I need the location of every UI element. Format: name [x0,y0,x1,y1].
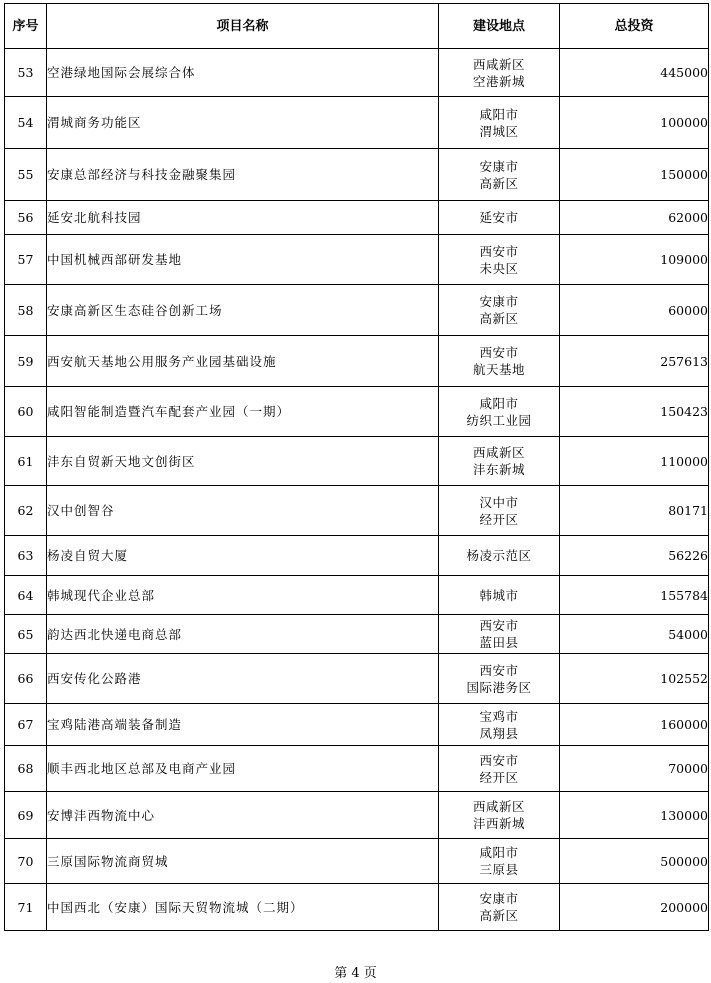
row-seq: 55 [5,149,47,201]
location-line: 沣西新城 [472,816,525,831]
row-project-name: 三原国际物流商贸城 [47,839,439,884]
location-line: 蓝田县 [479,635,519,650]
row-seq: 58 [5,285,47,336]
page-footer: 第 4 页 [334,966,377,981]
location-line: 延安市 [479,210,519,225]
table-body [5,49,709,931]
header-investment: 总投资 [560,4,709,49]
row-project-name: 安康总部经济与科技金融聚集园 [47,149,439,201]
location-line: 宝鸡市 [479,708,519,724]
table-row [5,576,709,615]
row-investment: 62000 [560,201,709,235]
table-row [5,615,709,654]
row-investment: 54000 [560,615,709,654]
location-line: 咸阳市 [479,395,519,411]
row-project-name: 安康高新区生态硅谷创新工场 [47,285,439,336]
table-row [5,884,709,931]
row-investment: 100000 [560,97,709,149]
location-line: 纺织工业园 [466,412,532,428]
row-location [439,285,560,336]
row-location [439,387,560,437]
row-location [439,576,560,615]
row-location [439,201,560,235]
row-investment: 60000 [560,285,709,336]
header-location: 建设地点 [439,4,560,49]
row-seq: 69 [5,792,47,839]
row-location [439,235,560,285]
location-line: 咸阳市 [479,106,519,122]
row-location [439,615,560,654]
table-row [5,97,709,149]
row-location [439,336,560,387]
row-investment: 80171 [560,486,709,536]
row-seq: 71 [5,884,47,931]
location-line: 西咸新区 [472,799,525,814]
row-project-name: 咸阳智能制造暨汽车配套产业园（一期） [47,387,439,437]
location-line: 西安市 [479,618,519,633]
row-project-name: 汉中创智谷 [47,486,439,536]
table-row [5,387,709,437]
row-location [439,437,560,486]
location-line: 高新区 [479,175,519,191]
row-project-name: 西安传化公路港 [47,654,439,704]
table-row [5,201,709,235]
location-line: 安康市 [479,158,519,174]
header-name: 项目名称 [47,4,439,49]
location-line: 经开区 [479,769,519,785]
row-location [439,884,560,931]
row-project-name: 西安航天基地公用服务产业园基础设施 [47,336,439,387]
location-line: 渭城区 [479,123,519,139]
location-line: 未央区 [479,260,519,276]
header-seq: 序号 [5,4,47,49]
location-line: 杨凌示范区 [466,548,532,563]
location-line: 西咸新区 [472,56,525,72]
row-investment: 56226 [560,536,709,576]
row-investment: 150000 [560,149,709,201]
row-location [439,486,560,536]
row-seq: 60 [5,387,47,437]
row-investment: 445000 [560,49,709,97]
row-project-name: 韵达西北快递电商总部 [47,615,439,654]
row-location [439,536,560,576]
row-investment: 160000 [560,704,709,746]
row-project-name: 中国机械西部研发基地 [47,235,439,285]
row-seq: 67 [5,704,47,746]
row-project-name: 韩城现代企业总部 [47,576,439,615]
row-seq: 57 [5,235,47,285]
row-investment: 200000 [560,884,709,931]
row-project-name: 顺丰西北地区总部及电商产业园 [47,746,439,792]
table-row [5,654,709,704]
row-investment: 150423 [560,387,709,437]
location-line: 西咸新区 [472,445,525,460]
row-seq: 54 [5,97,47,149]
location-line: 航天基地 [472,362,525,377]
row-investment: 110000 [560,437,709,486]
location-line: 韩城市 [479,587,519,603]
location-line: 西安市 [479,752,519,768]
row-project-name: 渭城商务功能区 [47,97,439,149]
location-line: 咸阳市 [479,845,519,860]
row-investment: 70000 [560,746,709,792]
table-row [5,336,709,387]
table-row [5,704,709,746]
row-project-name: 安博沣西物流中心 [47,792,439,839]
row-investment: 102552 [560,654,709,704]
table-row [5,746,709,792]
row-project-name: 空港绿地国际会展综合体 [47,49,439,97]
table-row [5,792,709,839]
row-investment: 155784 [560,576,709,615]
location-line: 安康市 [479,891,519,906]
row-project-name: 杨凌自贸大厦 [47,536,439,576]
row-location [439,49,560,97]
table-header-row [5,4,709,49]
row-project-name: 宝鸡陆港高端装备制造 [47,704,439,746]
row-project-name: 中国西北（安康）国际天贸物流城（二期） [47,884,439,931]
table-row [5,437,709,486]
row-seq: 68 [5,746,47,792]
table-row [5,839,709,884]
row-investment: 130000 [560,792,709,839]
row-project-name: 沣东自贸新天地文创街区 [47,437,439,486]
row-seq: 61 [5,437,47,486]
row-seq: 64 [5,576,47,615]
row-seq: 62 [5,486,47,536]
location-line: 凤翔县 [479,725,519,741]
location-line: 西安市 [479,662,519,678]
location-line: 国际港务区 [466,679,532,695]
table-row [5,285,709,336]
row-seq: 66 [5,654,47,704]
row-location [439,97,560,149]
table-row [5,49,709,97]
table-row [5,486,709,536]
table-row [5,235,709,285]
row-location [439,792,560,839]
row-location [439,746,560,792]
location-line: 安康市 [479,294,519,309]
row-seq: 53 [5,49,47,97]
row-seq: 59 [5,336,47,387]
location-line: 高新区 [479,908,519,923]
table-row [5,149,709,201]
row-seq: 65 [5,615,47,654]
row-seq: 63 [5,536,47,576]
table-row [5,536,709,576]
row-investment: 109000 [560,235,709,285]
row-seq: 70 [5,839,47,884]
row-location [439,704,560,746]
location-line: 汉中市 [479,494,519,510]
row-location [439,839,560,884]
row-seq: 56 [5,201,47,235]
location-line: 沣东新城 [472,462,525,477]
location-line: 三原县 [479,862,519,877]
row-investment: 257613 [560,336,709,387]
row-location [439,149,560,201]
row-investment: 500000 [560,839,709,884]
location-line: 经开区 [479,511,519,527]
location-line: 西安市 [479,243,519,259]
row-project-name: 延安北航科技园 [47,201,439,235]
location-line: 高新区 [479,311,519,326]
location-line: 西安市 [479,345,519,360]
row-location [439,654,560,704]
project-table [4,3,709,931]
location-line: 空港新城 [472,73,525,89]
